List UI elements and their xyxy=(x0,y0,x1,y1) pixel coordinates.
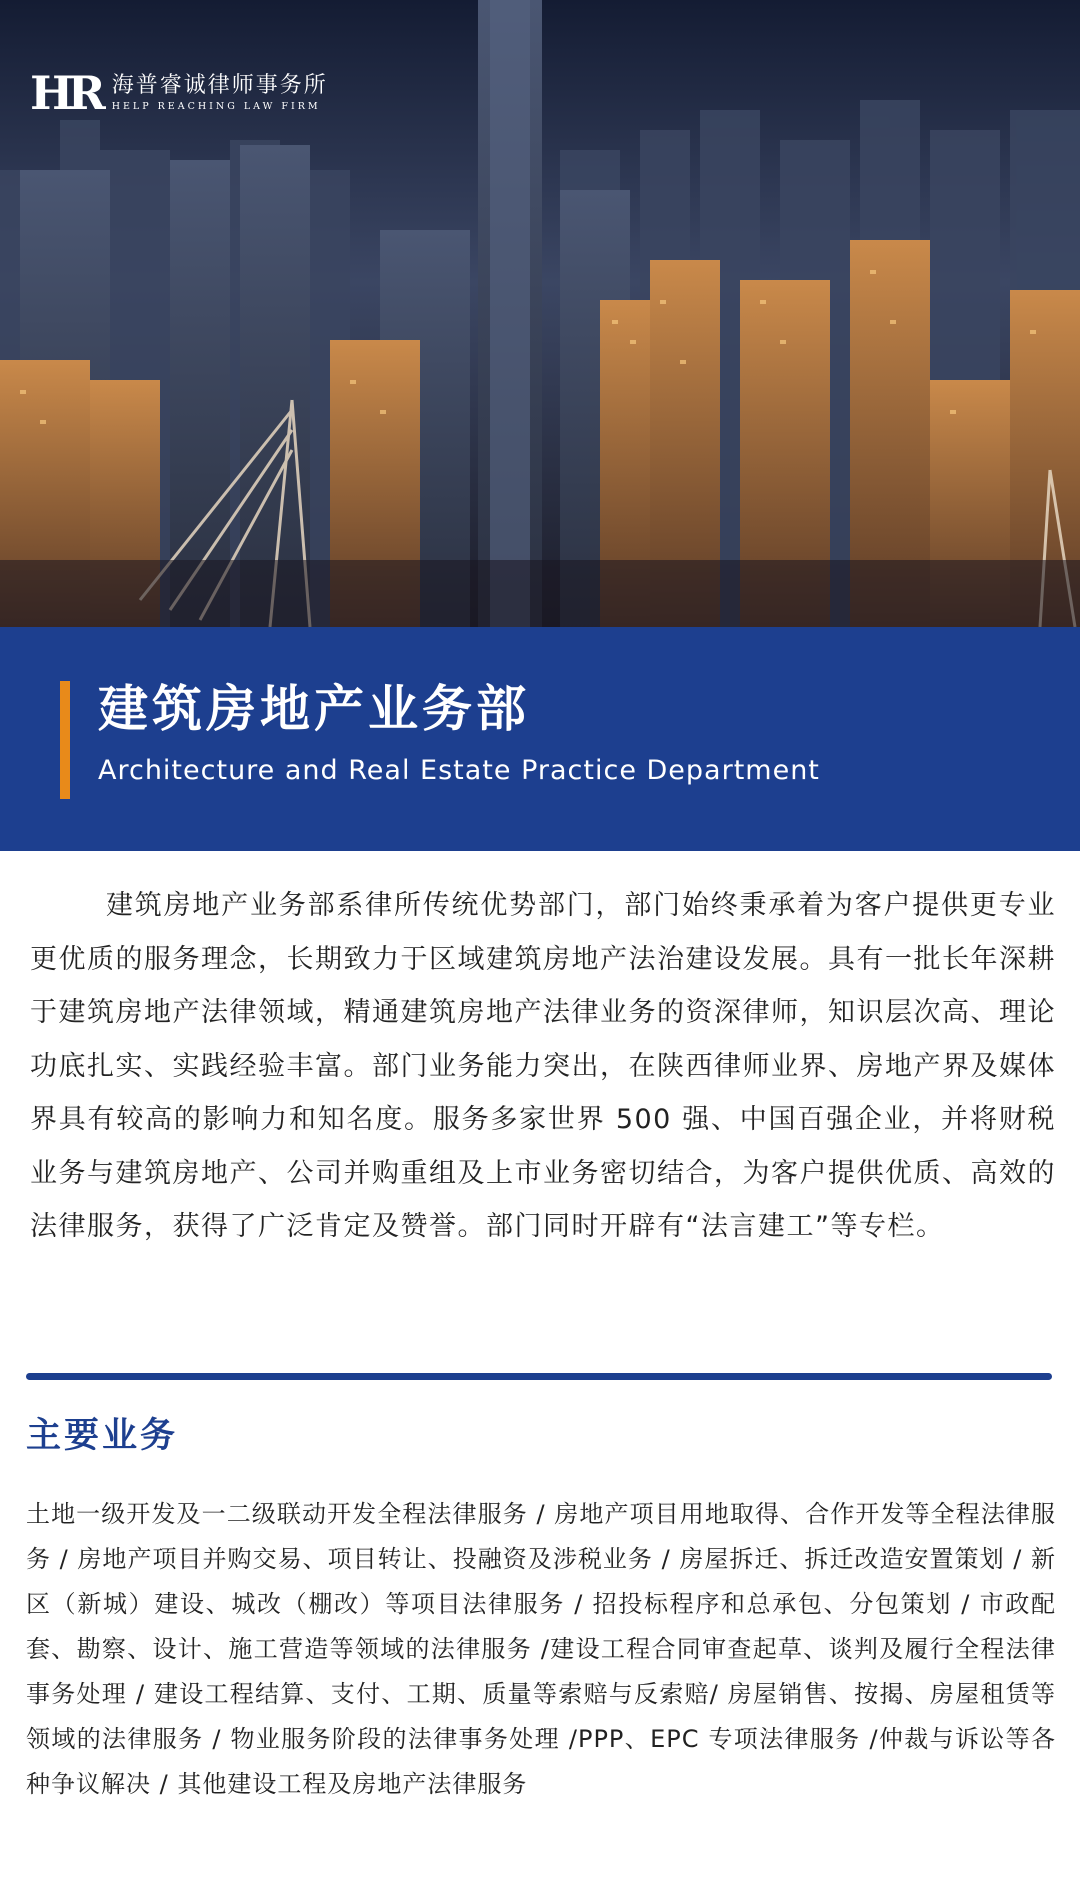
logo-mark: HR xyxy=(30,66,100,120)
logo-text xyxy=(112,74,328,112)
section-divider xyxy=(26,1373,1052,1380)
department-title: 建筑房地产业务部 xyxy=(98,680,530,738)
firm-name-en: HELP REACHING LAW FIRM xyxy=(111,101,321,113)
main-business-heading: 主要业务 xyxy=(26,1416,179,1456)
department-banner xyxy=(0,627,1080,851)
department-subtitle: Architecture and Real Estate Practice Department xyxy=(98,755,820,786)
firm-logo xyxy=(30,66,328,120)
main-business-list: 土地一级开发及一二级联动开发全程法律服务 / 房地产项目用地取得、合作开发等全程法律服务 / 房地产项目并购交易、项目转让、投融资及涉税业务 / 房屋拆迁、拆迁改造安置策划 / 新区（新城）建设、城改（棚改）等项目法律服务 / 招投标程序和总承包、分包策划 / 市政配套、勘察、设计、施工营造等领域的法律服务 /建设工程合同审查起草、谈判及履行全程法律事务处理 / 建设工程结算、支付、工期、质量等索赔与反索赔/ 房屋销售、按揭、房屋租赁等领域的法律服务 / 物业服务阶段的法律事务处理 /PPP、EPC 专项法律服务 /仲裁与诉讼等各种争议解决 / 其他建设工程及房地产法律服务 xyxy=(26,1500,1056,1798)
firm-name-cn: 海普睿诚律师事务所 xyxy=(111,72,328,98)
hero-cityscape-image xyxy=(0,0,1080,627)
accent-bar xyxy=(60,681,70,799)
intro-paragraph: 建筑房地产业务部系律所传统优势部门，部门始终秉承着为客户提供更专业更优质的服务理念，长期致力于区域建筑房地产法治建设发展。具有一批长年深耕于建筑房地产法律领域，精通建筑房地产法律业务的资深律师，知识层次高、理论功底扎实、实践经验丰富。部门业务能力突出，在陕西律师业界、房地产界及媒体界具有较高的影响力和知名度。服务多家世界 500 强、中国百强企业，并将财税业务与建筑房地产、公司并购重组及上市业务密切结合，为客户提供优质、高效的法律服务，获得了广泛肯定及赞誉。部门同时开辟有“法言建工”等专栏。 xyxy=(30,890,1056,1242)
